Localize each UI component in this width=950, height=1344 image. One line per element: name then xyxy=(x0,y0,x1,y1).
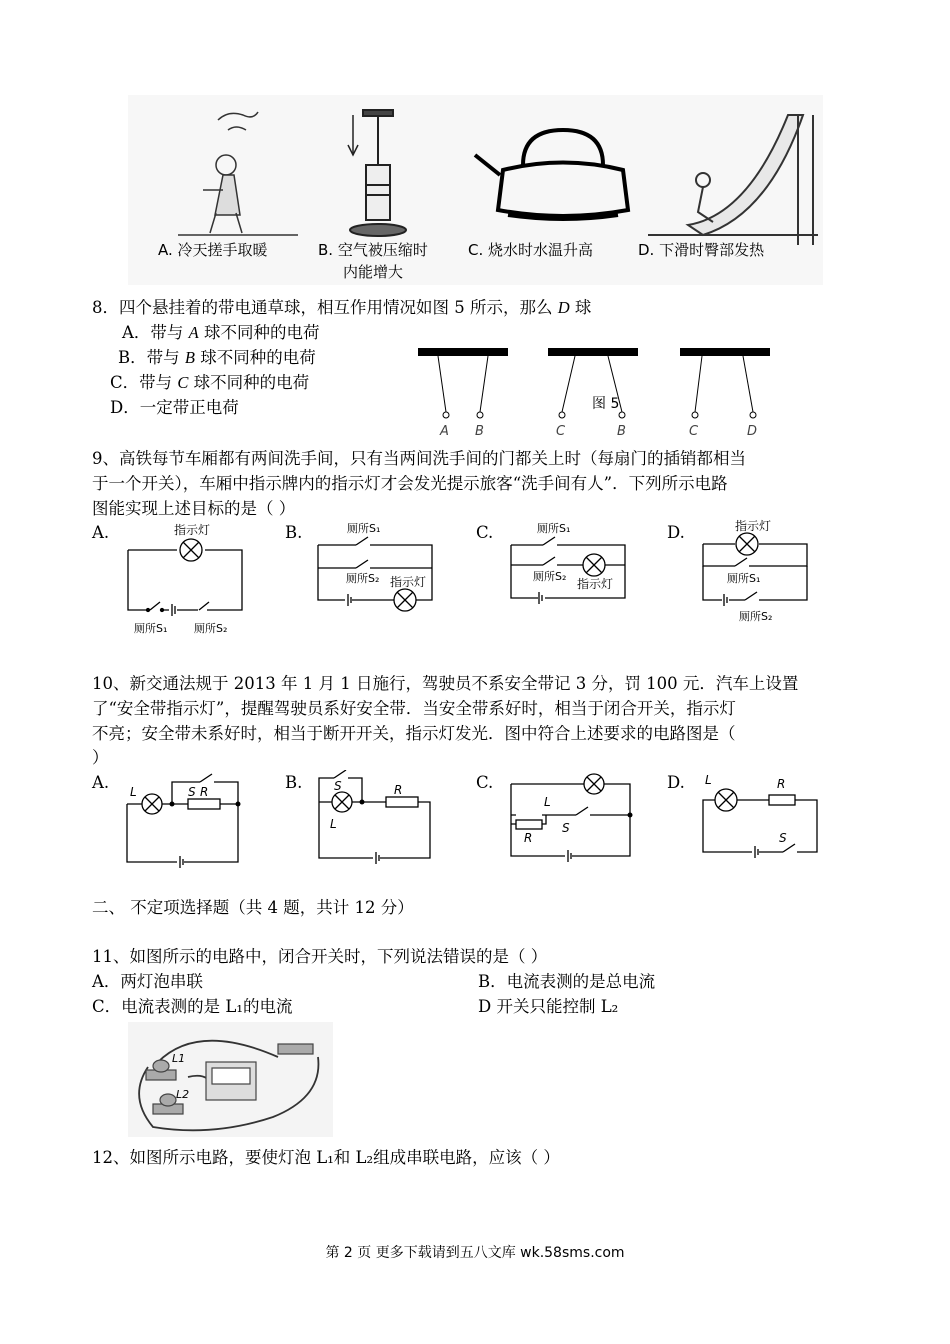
q10-circuit-d-svg xyxy=(697,770,827,860)
q9-line-2: 于一个开关），车厢中指示牌内的指示灯才会发光提示旅客“洗手间有人”．下列所示电路 xyxy=(92,474,728,493)
q9-line-1: 9、高铁每节车厢都有两间洗手间，只有当两间洗手间的门都关上时（每扇门的插销都相当 xyxy=(92,449,746,468)
q10-circuit-b xyxy=(314,770,439,870)
q9-circuit-b xyxy=(312,520,442,635)
q9-circuit-d xyxy=(697,518,827,633)
q8-option-a-var: A xyxy=(188,323,199,342)
q8-option-c xyxy=(110,371,309,395)
q7-caption-a: A. 冷天搓手取暖 xyxy=(158,241,268,259)
q8-support-2 xyxy=(548,348,638,356)
q8-label-2: B xyxy=(475,424,484,439)
q8-label-1: A xyxy=(440,424,449,439)
q10b-r-label: R xyxy=(394,783,403,797)
q8-figure-caption: 图 5 xyxy=(592,396,620,412)
q9b-s2-label: 厕所S₂ xyxy=(346,572,380,585)
q10-circuit-c-svg xyxy=(506,770,636,865)
q8-support-3 xyxy=(680,348,770,356)
q10d-s-label: S xyxy=(779,831,787,845)
q11-option-a: A．两灯泡串联 xyxy=(92,972,203,991)
q8-option-d xyxy=(110,396,239,420)
q10-line-1: 10、新交通法规于 2013 年 1 月 1 日施行，驾驶员不系安全带记 3 分，罚 100 元．汽车上设置 xyxy=(92,674,799,693)
q8-stem-post: 球 xyxy=(569,298,592,317)
q10a-l-label: L xyxy=(130,785,137,799)
q8-label-6: D xyxy=(747,424,758,439)
q8-option-a-pre: A．带与 xyxy=(122,323,189,342)
q8-option-b-var: B xyxy=(184,348,195,367)
q11-figure xyxy=(128,1022,333,1137)
q10-circuit-c xyxy=(506,770,636,865)
q8-option-c-pre: C．带与 xyxy=(110,373,178,392)
q12-stem: 12、如图所示电路，要使灯泡 L₁和 L₂组成串联电路，应该（ ） xyxy=(92,1148,560,1167)
q8-option-c-var: C xyxy=(177,373,189,392)
q10-line-2: 了“安全带指示灯”，提醒驾驶员系好安全带．当安全带系好时，相当于闭合开关，指示灯 xyxy=(92,699,736,718)
q9-circuit-a-svg xyxy=(122,520,252,635)
q11-figure-svg xyxy=(128,1022,333,1137)
q8-label-5: C xyxy=(689,424,699,439)
q11-label-l2: L2 xyxy=(176,1088,190,1101)
q10-line-3: 不亮；安全带未系好时，相当于断开开关，指示灯发光．图中符合上述要求的电路图是（ xyxy=(92,724,736,743)
q8-option-d-pre: D．一定带正电荷 xyxy=(110,398,239,417)
q8-figure-svg xyxy=(410,340,780,440)
q8-stem-pre: 8．四个悬挂着的带电通草球，相互作用情况如图 5 所示，那么 xyxy=(92,298,558,317)
q9a-lamp-label: 指示灯 xyxy=(174,523,211,537)
q7-caption-c: C. 烧水时水温升高 xyxy=(468,241,594,259)
q9-option-c-letter: C. xyxy=(476,523,494,542)
q9d-s2-label: 厕所S₂ xyxy=(739,610,773,623)
q10d-r-label: R xyxy=(777,777,786,791)
q8-support-1 xyxy=(418,348,508,356)
q10a-r-label: R xyxy=(200,785,209,799)
q8-stem-var: D xyxy=(557,298,570,317)
q10-option-a-letter: A. xyxy=(92,773,110,792)
q10-line-4: ） xyxy=(92,748,109,767)
page-footer: 第 2 页 更多下载请到五八文库 wk.58sms.com xyxy=(325,1245,625,1261)
q7-figure-svg xyxy=(128,95,823,285)
q9-circuit-a xyxy=(122,520,252,635)
q10b-l-label: L xyxy=(330,817,337,831)
q9-option-a-letter: A. xyxy=(92,523,110,542)
q7-caption-b2: 内能增大 xyxy=(343,263,404,281)
q10-option-d-letter: D. xyxy=(667,773,685,792)
q10-option-b-letter: B. xyxy=(285,773,303,792)
q10c-s-label: S xyxy=(562,821,570,835)
q9-option-d-letter: D. xyxy=(667,523,685,542)
q8-label-3: C xyxy=(556,424,566,439)
section-2-title: 二、 不定项选择题（共 4 题，共计 12 分） xyxy=(92,898,414,917)
q9d-s1-label: 厕所S₁ xyxy=(727,572,761,585)
q11-stem: 11、如图所示的电路中，闭合开关时，下列说法错误的是（ ） xyxy=(92,947,548,966)
q10-circuit-a-svg xyxy=(122,770,247,870)
q7-figure xyxy=(128,95,823,285)
q8-stem xyxy=(92,296,591,320)
q9a-s2-label: 厕所S₂ xyxy=(194,622,228,635)
q8-figure xyxy=(410,340,780,440)
q10b-s-label: S xyxy=(334,779,342,793)
q9-circuit-d-svg xyxy=(697,518,827,633)
q8-option-b-pre: B．带与 xyxy=(118,348,185,367)
q9-option-b-letter: B. xyxy=(285,523,303,542)
q10-circuit-d xyxy=(697,770,827,860)
q9c-s2-label: 厕所S₂ xyxy=(533,570,567,583)
q11-option-c: C．电流表测的是 L₁的电流 xyxy=(92,997,293,1016)
q9d-lamp-label: 指示灯 xyxy=(735,519,772,533)
q9a-s1-label: 厕所S₁ xyxy=(134,622,168,635)
q11-label-l1: L1 xyxy=(172,1052,186,1065)
q8-option-a xyxy=(122,321,320,345)
q7-caption-b1: B. 空气被压缩时 xyxy=(318,241,428,259)
q11-option-d: D 开关只能控制 L₂ xyxy=(478,997,619,1016)
q9c-s1-label: 厕所S₁ xyxy=(537,522,571,535)
q10c-r-label: R xyxy=(524,831,533,845)
q10-option-c-letter: C. xyxy=(476,773,494,792)
q10c-l-label: L xyxy=(544,795,551,809)
q9b-s1-label: 厕所S₁ xyxy=(347,522,381,535)
q10a-s-label: S xyxy=(188,785,196,799)
q8-option-b xyxy=(118,346,316,370)
q10d-l-label: L xyxy=(705,773,712,787)
q9b-lamp-label: 指示灯 xyxy=(390,575,427,589)
q10-circuit-b-svg xyxy=(314,770,439,870)
q8-option-a-post: 球不同种的电荷 xyxy=(198,323,320,342)
q8-option-c-post: 球不同种的电荷 xyxy=(188,373,310,392)
q8-label-4: B xyxy=(617,424,626,439)
q7-caption-d: D. 下滑时臀部发热 xyxy=(638,241,765,259)
q9-circuit-c xyxy=(505,520,635,635)
q9-line-3: 图能实现上述目标的是（ ） xyxy=(92,499,296,518)
q9-circuit-b-svg xyxy=(312,520,442,635)
q9-circuit-c-svg xyxy=(505,520,635,635)
q11-option-b: B．电流表测的是总电流 xyxy=(478,972,656,991)
q8-option-b-post: 球不同种的电荷 xyxy=(194,348,316,367)
q10-circuit-a xyxy=(122,770,247,870)
q9c-lamp-label: 指示灯 xyxy=(577,577,614,591)
